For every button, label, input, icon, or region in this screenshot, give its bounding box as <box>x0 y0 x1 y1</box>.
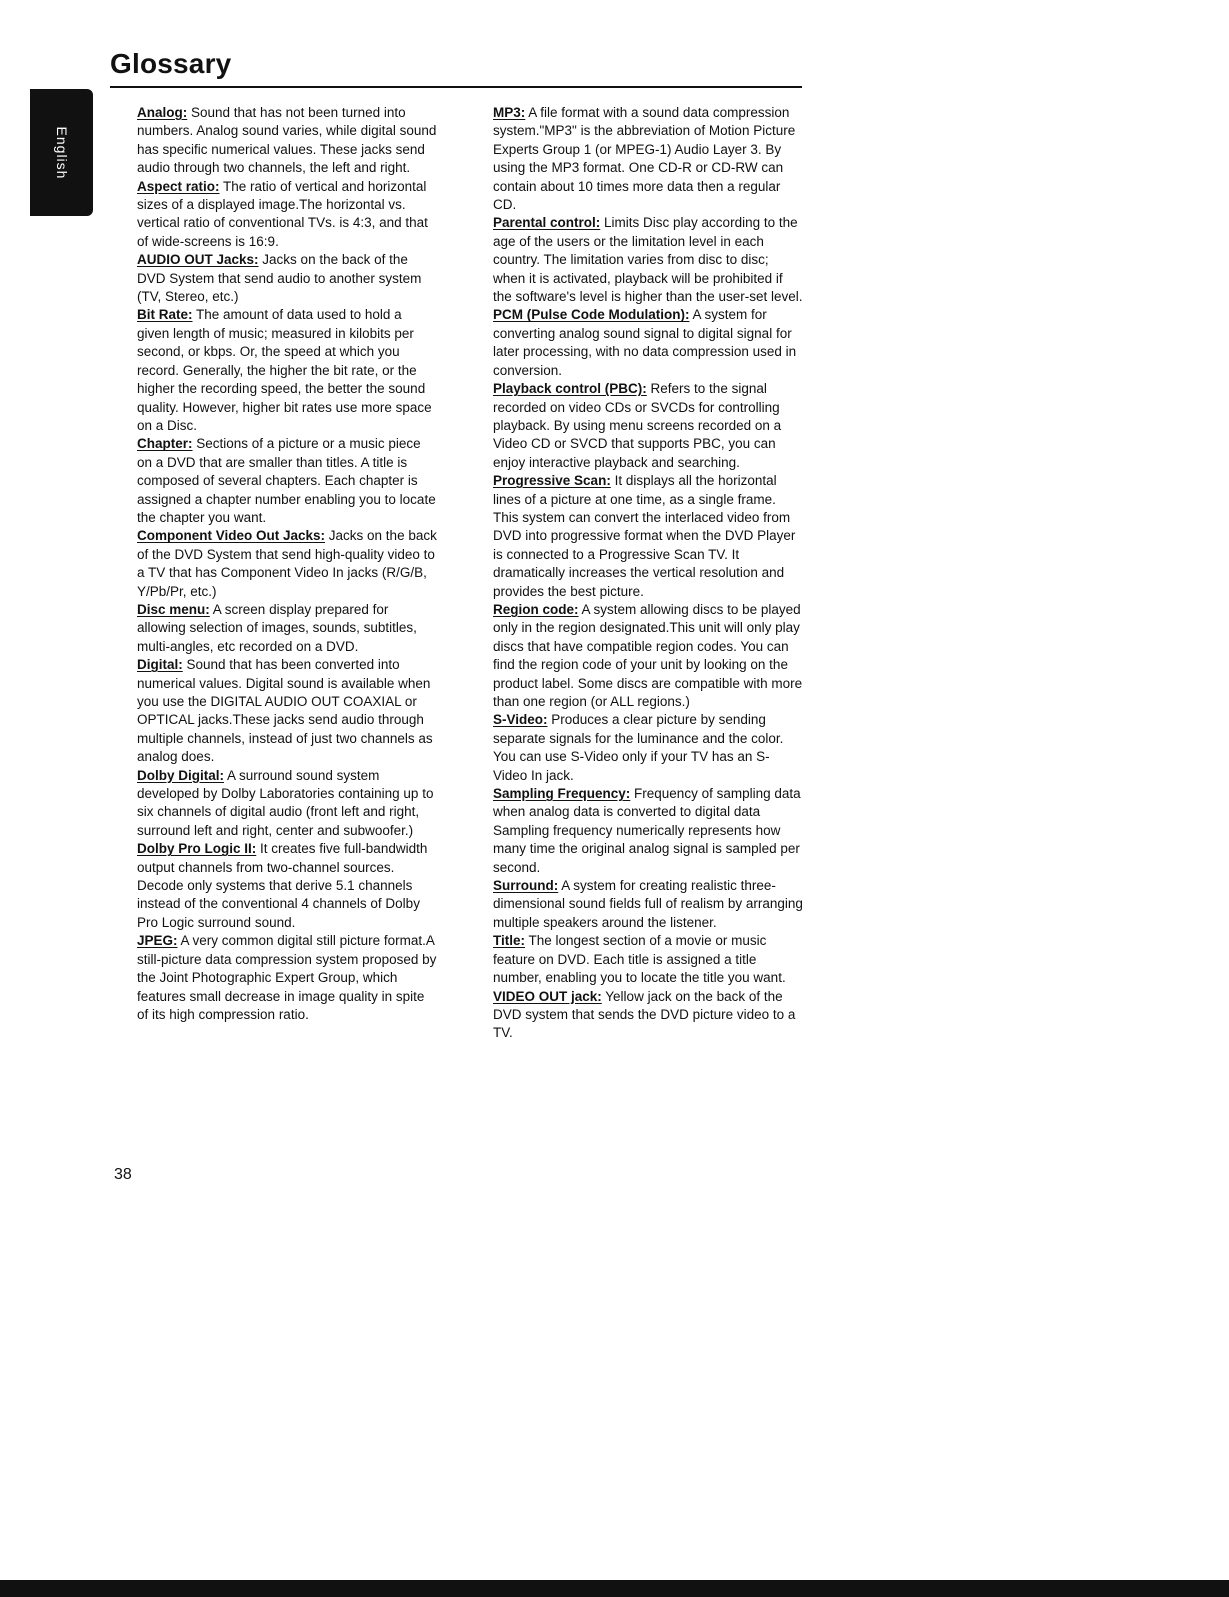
definition: A screen display prepared for allowing selection of images, sounds, subtitles, multi-angles, etc recorded on a DVD. <box>137 601 417 654</box>
definition: The ratio of vertical and horizontal sizes of a displayed image.The horizontal vs. vertical ratio of conventional TVs. is 4:3, and that of wide-screens is 16:9. <box>137 178 428 249</box>
glossary-entry-bit-rate <box>137 306 437 435</box>
glossary-entry-mp3 <box>493 104 803 214</box>
definition: Limits Disc play according to the age of the users or the limitation level in each country. The limitation varies from disc to disc; when it is activated, playback will be prohibited if the software's level is higher than the user-set level. <box>493 215 803 305</box>
glossary-entry-chapter <box>137 435 437 527</box>
term: MP3: <box>493 105 526 120</box>
glossary-entry-title <box>493 932 803 987</box>
glossary-entry-surround <box>493 877 803 932</box>
term: AUDIO OUT Jacks: <box>137 252 259 268</box>
glossary-entry-sampling-frequency <box>493 785 803 877</box>
definition: A system allowing discs to be played only in the region designated.This unit will only play discs that have compatible region codes. You can find the region code of your unit by looking on the product label. Some discs are compatible with more than one region (or ALL regions.) <box>493 601 803 709</box>
term: VIDEO OUT jack: <box>493 988 602 1004</box>
glossary-entry-video-out-jack <box>493 988 803 1043</box>
definition: A file format with a sound data compression system."MP3" is the abbreviation of Motion Picture Experts Group 1 (or MPEG-1) Audio Layer 3. By using the MP3 format. One CD-R or CD-RW can contain about 10 times more data then a regular CD. <box>493 105 796 213</box>
term: Playback control (PBC): <box>493 381 647 397</box>
term: Aspect ratio: <box>137 178 220 194</box>
term: PCM (Pulse Code Modulation): <box>493 307 690 323</box>
term: S-Video: <box>493 712 548 728</box>
glossary-entry-audio-out-jacks <box>137 251 437 306</box>
glossary-entry-digital <box>137 656 437 766</box>
language-tab-label: English <box>53 126 70 179</box>
page-title: Glossary <box>110 48 232 79</box>
glossary-entry-disc-menu <box>137 601 437 656</box>
glossary-entry-jpeg <box>137 932 437 1024</box>
term: Surround: <box>493 878 559 894</box>
definition: Sound that has been converted into numerical values. Digital sound is available when you use the DIGITAL AUDIO OUT COAXIAL or OPTICAL jacks.These jacks send audio through multiple channels, instead of just two channels as analog does. <box>137 657 433 765</box>
glossary-entry-progressive-scan <box>493 472 803 601</box>
term: Disc menu: <box>137 601 210 617</box>
glossary-entry-region-code <box>493 601 803 711</box>
term: Dolby Pro Logic II: <box>137 841 257 857</box>
definition: It creates five full-bandwidth output channels from two-channel sources. Decode only systems that derive 5.1 channels instead of the conventional 4 channels of Dolby Pro Logic surround sound. <box>137 841 428 930</box>
definition: A very common digital still picture format.A still-picture data compression system proposed by the Joint Photographic Expert Group, which features small decrease in image quality in spite of its high compression ratio. <box>137 933 437 1022</box>
title-divider <box>110 86 802 88</box>
term: Analog: <box>137 105 188 120</box>
glossary-entry-s-video <box>493 711 803 785</box>
glossary-entry-pcm <box>493 306 803 380</box>
glossary-entry-analog <box>137 104 437 178</box>
glossary-entry-playback-control <box>493 380 803 472</box>
definition: A surround sound system developed by Dolby Laboratories containing up to six channels of digital audio (front left and right, surround left and right, center and subwoofer.) <box>137 767 434 838</box>
term: Digital: <box>137 657 183 673</box>
definition: It displays all the horizontal lines of a picture at one time, as a single frame. This system can convert the interlaced video from DVD into progressive format when the DVD Player is connected to a Progressive Scan TV. It dramatically increases the vertical resolution and provides the best picture. <box>493 473 796 599</box>
definition: Refers to the signal recorded on video CDs or SVCDs for controlling playback. By using menu screens recorded on a Video CD or SVCD that supports PBC, you can enjoy interactive playback and searching. <box>493 381 782 470</box>
glossary-entry-aspect-ratio <box>137 178 437 252</box>
definition: A system for converting analog sound signal to digital signal for later processing, with no data compression used in conversion. <box>493 307 797 378</box>
definition: The amount of data used to hold a given length of music; measured in kilobits per second, or kbps. Or, the speed at which you record. Generally, the higher the bit rate, or the higher the recording speed, the better the sound quality. However, higher bit rates use more space on a Disc. <box>137 307 432 433</box>
term: Bit Rate: <box>137 307 193 323</box>
glossary-entry-parental-control <box>493 214 803 306</box>
term: Sampling Frequency: <box>493 786 631 802</box>
term: Progressive Scan: <box>493 473 611 489</box>
definition: Frequency of sampling data when analog data is converted to digital data Sampling frequency numerically represents how many time the original analog signal is sampled per second. <box>493 786 801 875</box>
definition: Yellow jack on the back of the DVD system that sends the DVD picture video to a TV. <box>493 988 796 1041</box>
term: Title: <box>493 933 526 949</box>
glossary-entry-component-video-out <box>137 527 437 601</box>
definition: A system for creating realistic three-dimensional sound fields full of realism by arranging multiple speakers around the listener. <box>493 878 803 930</box>
glossary-entry-dolby-digital <box>137 767 437 841</box>
definition: Sections of a picture or a music piece on a DVD that are smaller than titles. A title is composed of several chapters. Each chapter is assigned a chapter number enabling you to locate the chapter you want. <box>137 436 436 525</box>
page-number: 38 <box>114 1166 132 1183</box>
definition: Produces a clear picture by sending separate signals for the luminance and the color. You can use S-Video only if your TV has an S-Video In jack. <box>493 712 784 783</box>
term: Component Video Out Jacks: <box>137 528 326 544</box>
definition: The longest section of a movie or music feature on DVD. Each title is assigned a title number, enabling you to locate the title you want. <box>493 933 786 986</box>
term: Chapter: <box>137 436 193 452</box>
bottom-border-bar <box>0 1580 1229 1597</box>
glossary-column-left <box>137 104 437 1024</box>
language-tab <box>30 89 93 216</box>
term: JPEG: <box>137 933 178 949</box>
term: Dolby Digital: <box>137 767 224 783</box>
term: Parental control: <box>493 215 601 231</box>
term: Region code: <box>493 601 579 617</box>
glossary-entry-dolby-pro-logic-ii <box>137 840 437 932</box>
definition: Sound that has not been turned into numbers. Analog sound varies, while digital sound has specific numerical values. These jacks send audio through two channels, the left and right. <box>137 105 437 176</box>
definition: Jacks on the back of the DVD System that send high-quality video to a TV that has Component Video In jacks (R/G/B, Y/Pb/Pr, etc.) <box>137 528 437 599</box>
definition: Jacks on the back of the DVD System that send audio to another system (TV, Stereo, etc.) <box>137 252 422 305</box>
glossary-column-right <box>493 104 803 1043</box>
